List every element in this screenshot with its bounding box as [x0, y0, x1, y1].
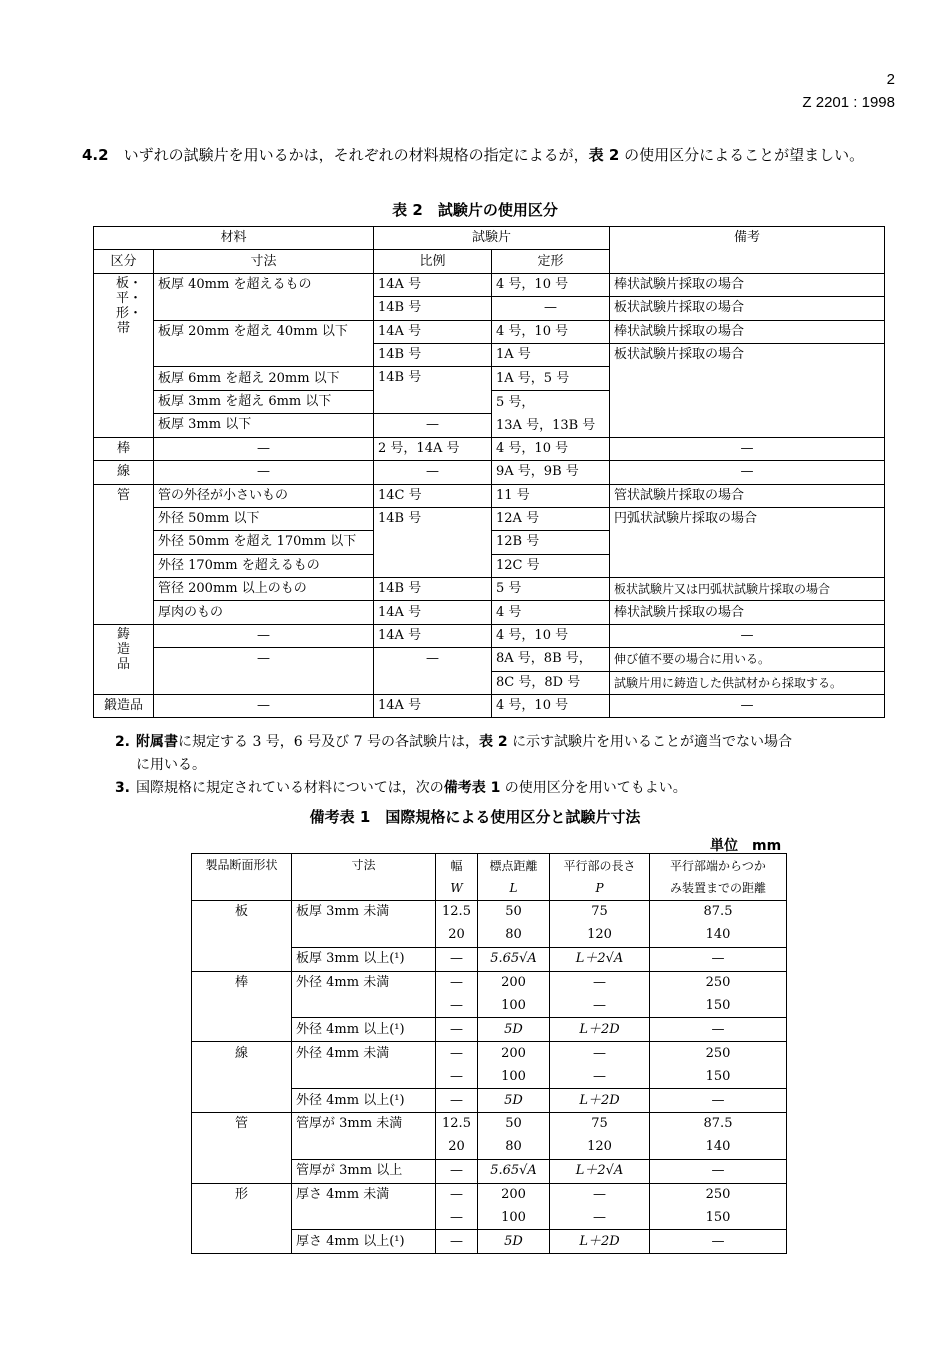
table-row: [192, 1089, 787, 1113]
table-cell: 150: [650, 1065, 787, 1088]
table-cell: —: [650, 1089, 787, 1113]
table-cell: [192, 924, 292, 947]
cell: 11 号: [492, 484, 610, 507]
table-cell: 管: [192, 1113, 292, 1136]
table-cell: 87.5: [650, 901, 787, 924]
cell: 12A 号: [492, 507, 610, 530]
table-cell: 5D: [478, 1089, 550, 1113]
cell: 14A 号: [374, 320, 492, 343]
cell: 1A 号: [492, 343, 610, 366]
table-cell: 100: [478, 995, 550, 1018]
table-cell: —: [550, 995, 650, 1018]
table-row: [192, 1136, 787, 1159]
table-cell: —: [436, 971, 478, 994]
table-cell: [292, 1207, 436, 1230]
cell: 12C 号: [492, 554, 610, 577]
cell: 1A 号，5 号: [492, 367, 610, 390]
cell: 14A 号: [374, 601, 492, 624]
table-cell: —: [436, 1018, 478, 1042]
cell: —: [374, 648, 492, 695]
table-row: [192, 971, 787, 994]
cell: 板厚 40mm を超えるもの: [154, 273, 374, 320]
cell: —: [610, 695, 885, 718]
cell: 棒状試験片採取の場合: [610, 273, 885, 296]
table-cell: 20: [436, 924, 478, 947]
table-cell: —: [650, 1159, 787, 1183]
cell: 伸び値不要の場合に用いる。: [610, 648, 885, 671]
table-cell: 5.65√A: [478, 1159, 550, 1183]
table-cell: [292, 1136, 436, 1159]
table-cell: [192, 1089, 292, 1113]
note-bold: 附属書: [136, 734, 178, 750]
table-cell: 140: [650, 1136, 787, 1159]
cell: 外径 50mm を超え 170mm 以下: [154, 531, 374, 554]
table-cell: 線: [192, 1042, 292, 1065]
table-cell: [192, 1207, 292, 1230]
th-d-2: み装置までの距離: [650, 877, 787, 901]
table-cell: 140: [650, 924, 787, 947]
table-cell: —: [436, 1089, 478, 1113]
note-text: 国際規格に規定されている材料については，次の: [136, 780, 444, 796]
table-cell: L＋2D: [550, 1230, 650, 1254]
note-number: 3.: [114, 780, 130, 796]
cell: 板状試験片採取の場合: [610, 343, 885, 437]
table-cell: 80: [478, 924, 550, 947]
standard-code: Z 2201 : 1998: [802, 94, 895, 111]
table2: [93, 226, 885, 718]
group-bar: 棒: [94, 437, 154, 460]
section-4-2-paragraph: [82, 142, 890, 168]
group-plate: 板・平・形・帯: [94, 273, 154, 437]
table-cell: —: [550, 1065, 650, 1088]
table-cell: 厚さ 4mm 未満: [292, 1183, 436, 1206]
table-cell: 120: [550, 924, 650, 947]
table-row: [192, 1065, 787, 1088]
table-cell: [292, 1065, 436, 1088]
cell: 棒状試験片採取の場合: [610, 320, 885, 343]
cell: 2 号，14A 号: [374, 437, 492, 460]
cell: 14A 号: [374, 624, 492, 647]
table-cell: —: [436, 947, 478, 971]
cell: 4 号: [492, 601, 610, 624]
table-cell: 5D: [478, 1230, 550, 1254]
cell: —: [610, 624, 885, 647]
cell: 8A 号，8B 号，: [492, 648, 610, 671]
cell: 板厚 3mm 以下: [154, 414, 374, 438]
cell: [492, 390, 610, 437]
cell: —: [492, 297, 610, 320]
table-cell: [192, 1065, 292, 1088]
cell: 円弧状試験片採取の場合: [610, 507, 885, 577]
table-cell: —: [550, 1042, 650, 1065]
group-cast: 鋳造品: [94, 624, 154, 694]
table-cell: 形: [192, 1183, 292, 1206]
th-w-sym: W: [436, 877, 478, 901]
table-cell: 200: [478, 1042, 550, 1065]
table-cell: 200: [478, 971, 550, 994]
th-l-sym: L: [478, 877, 550, 901]
th-specimen: 試験片: [374, 227, 610, 250]
table-cell: —: [650, 1230, 787, 1254]
table-cell: —: [550, 1207, 650, 1230]
cell: 板厚 6mm を超え 20mm 以下: [154, 367, 374, 390]
table-row: [192, 947, 787, 971]
table-cell: 5.65√A: [478, 947, 550, 971]
cell: 4 号，10 号: [492, 273, 610, 296]
cell: 5 号: [492, 578, 610, 601]
table-cell: 150: [650, 1207, 787, 1230]
cell: —: [154, 695, 374, 718]
table-cell: 200: [478, 1183, 550, 1206]
cell: 14C 号: [374, 484, 492, 507]
note-bold: 表 2: [478, 734, 508, 750]
table-cell: 管厚が 3mm 以上: [292, 1159, 436, 1183]
table3-body: [192, 901, 787, 1254]
page-number: 2: [886, 71, 895, 88]
table-cell: —: [436, 1207, 478, 1230]
cell: 14A 号: [374, 273, 492, 296]
table-cell: [192, 1230, 292, 1254]
table-cell: 外径 4mm 以上(¹): [292, 1089, 436, 1113]
cell: 14B 号: [374, 507, 492, 577]
cell: 厚肉のもの: [154, 601, 374, 624]
table-cell: 50: [478, 1113, 550, 1136]
table-row: [192, 1042, 787, 1065]
th-prop: 比例: [374, 250, 492, 273]
table-ref: 表 2: [588, 146, 620, 164]
table-cell: L＋2√A: [550, 947, 650, 971]
cell: 4 号，10 号: [492, 624, 610, 647]
table-cell: 外径 4mm 未満: [292, 1042, 436, 1065]
table-cell: [192, 995, 292, 1018]
cell: 4 号，10 号: [492, 695, 610, 718]
table-cell: 250: [650, 971, 787, 994]
table-cell: 80: [478, 1136, 550, 1159]
th-l: 標点距離: [478, 854, 550, 878]
cell: —: [154, 624, 374, 647]
table-cell: 250: [650, 1042, 787, 1065]
table-cell: 100: [478, 1207, 550, 1230]
group-forge: 鍛造品: [94, 695, 154, 718]
table-cell: [192, 1136, 292, 1159]
table-cell: 板厚 3mm 以上(¹): [292, 947, 436, 971]
cell: —: [374, 414, 492, 438]
table-cell: 50: [478, 901, 550, 924]
th-p: 平行部の長さ: [550, 854, 650, 878]
table-cell: L＋2D: [550, 1089, 650, 1113]
cell: 外径 50mm 以下: [154, 507, 374, 530]
cell: 試験片用に鋳造した供試材から採取する。: [610, 671, 885, 694]
cell: —: [154, 437, 374, 460]
cell: —: [610, 437, 885, 460]
cell-line: 13A 号，13B 号: [496, 417, 596, 433]
table-row: [192, 1183, 787, 1206]
table-row: [192, 1018, 787, 1042]
cell: —: [610, 461, 885, 484]
cell: 14B 号: [374, 367, 492, 414]
table2-title: 表 2 試験片の使用区分: [392, 201, 558, 219]
th-shape: 製品断面形状: [192, 854, 292, 901]
cell: 管径 200mm 以上のもの: [154, 578, 374, 601]
table-cell: [192, 1159, 292, 1183]
table-cell: 75: [550, 901, 650, 924]
table-cell: [292, 995, 436, 1018]
cell: 8C 号，8D 号: [492, 671, 610, 694]
note-text: に規定する 3 号，6 号及び 7 号の各試験片は，: [178, 734, 479, 750]
cell: —: [154, 461, 374, 484]
table-cell: [192, 947, 292, 971]
table-cell: 棒: [192, 971, 292, 994]
section-number: 4.2: [82, 146, 109, 164]
th-material: 材料: [94, 227, 374, 250]
table-row: [192, 1159, 787, 1183]
table-cell: 250: [650, 1183, 787, 1206]
group-wire: 線: [94, 461, 154, 484]
th-w: 幅: [436, 854, 478, 878]
table-cell: —: [550, 1183, 650, 1206]
note-number: 2.: [114, 734, 130, 750]
page-header: [802, 68, 895, 114]
table-row: [192, 901, 787, 924]
table-cell: —: [436, 1159, 478, 1183]
table-cell: —: [436, 1183, 478, 1206]
cell: —: [154, 648, 374, 695]
table-cell: —: [436, 1230, 478, 1254]
table-row: [192, 1207, 787, 1230]
table-cell: 75: [550, 1113, 650, 1136]
cell: 板状試験片採取の場合: [610, 297, 885, 320]
note-bold: 備考表 1: [443, 780, 501, 796]
cell: 12B 号: [492, 531, 610, 554]
cell: 管状試験片採取の場合: [610, 484, 885, 507]
th-dim: 寸法: [154, 250, 374, 273]
table-cell: 87.5: [650, 1113, 787, 1136]
remarks-table-1: [191, 853, 787, 1254]
table-cell: L＋2√A: [550, 1159, 650, 1183]
note-3: [104, 777, 894, 800]
table-cell: 5D: [478, 1018, 550, 1042]
table-cell: 厚さ 4mm 以上(¹): [292, 1230, 436, 1254]
table-cell: 150: [650, 995, 787, 1018]
table-cell: 管厚が 3mm 未満: [292, 1113, 436, 1136]
table-cell: 板厚 3mm 未満: [292, 901, 436, 924]
th-dim: 寸法: [292, 854, 436, 901]
cell-line: 5 号，: [496, 394, 535, 410]
cell: 板厚 3mm を超え 6mm 以下: [154, 390, 374, 414]
cell: 管の外径が小さいもの: [154, 484, 374, 507]
th-d: 平行部端からつか: [650, 854, 787, 878]
para-text: いずれの試験片を用いるかは，それぞれの材料規格の指定によるが，: [123, 146, 589, 164]
note-text: に用いる。: [136, 757, 206, 773]
table-cell: [192, 1018, 292, 1042]
note-text: に示す試験片を用いることが適当でない場合: [512, 734, 793, 750]
th-p-sym: P: [550, 877, 650, 901]
note-text: の使用区分を用いてもよい。: [504, 780, 687, 796]
table-cell: —: [436, 1042, 478, 1065]
table-cell: 板: [192, 901, 292, 924]
table3-title: 備考表 1 国際規格による使用区分と試験片寸法: [309, 808, 641, 826]
cell: —: [374, 461, 492, 484]
cell: 4 号，10 号: [492, 437, 610, 460]
table-cell: 12.5: [436, 901, 478, 924]
table-cell: 12.5: [436, 1113, 478, 1136]
table-cell: 外径 4mm 以上(¹): [292, 1018, 436, 1042]
table-cell: 100: [478, 1065, 550, 1088]
cell: 外径 170mm を超えるもの: [154, 554, 374, 577]
table-cell: —: [650, 1018, 787, 1042]
th-remarks: 備考: [610, 227, 885, 274]
table-cell: —: [650, 947, 787, 971]
unit-label: 単位 mm: [710, 838, 782, 854]
note-2: [104, 731, 894, 777]
table-cell: 外径 4mm 未満: [292, 971, 436, 994]
table-cell: 20: [436, 1136, 478, 1159]
para-text-end: の使用区分によることが望ましい。: [624, 146, 865, 164]
table-row: [192, 1113, 787, 1136]
table-cell: —: [550, 971, 650, 994]
group-pipe: 管: [94, 484, 154, 624]
cell: 板厚 20mm を超え 40mm 以下: [154, 320, 374, 367]
cell: 棒状試験片採取の場合: [610, 601, 885, 624]
cell: 14B 号: [374, 297, 492, 320]
th-fixed: 定形: [492, 250, 610, 273]
cell: 14B 号: [374, 578, 492, 601]
table-cell: L＋2D: [550, 1018, 650, 1042]
th-class: 区分: [94, 250, 154, 273]
table-row: [192, 1230, 787, 1254]
table-row: [192, 995, 787, 1018]
table-cell: [292, 924, 436, 947]
table-cell: —: [436, 1065, 478, 1088]
cell: 板状試験片又は円弧状試験片採取の場合: [610, 578, 885, 601]
cell: 9A 号，9B 号: [492, 461, 610, 484]
cell: 4 号，10 号: [492, 320, 610, 343]
cell: 14A 号: [374, 695, 492, 718]
table-cell: 120: [550, 1136, 650, 1159]
cell: 14B 号: [374, 343, 492, 366]
table-row: [192, 924, 787, 947]
table-cell: —: [436, 995, 478, 1018]
